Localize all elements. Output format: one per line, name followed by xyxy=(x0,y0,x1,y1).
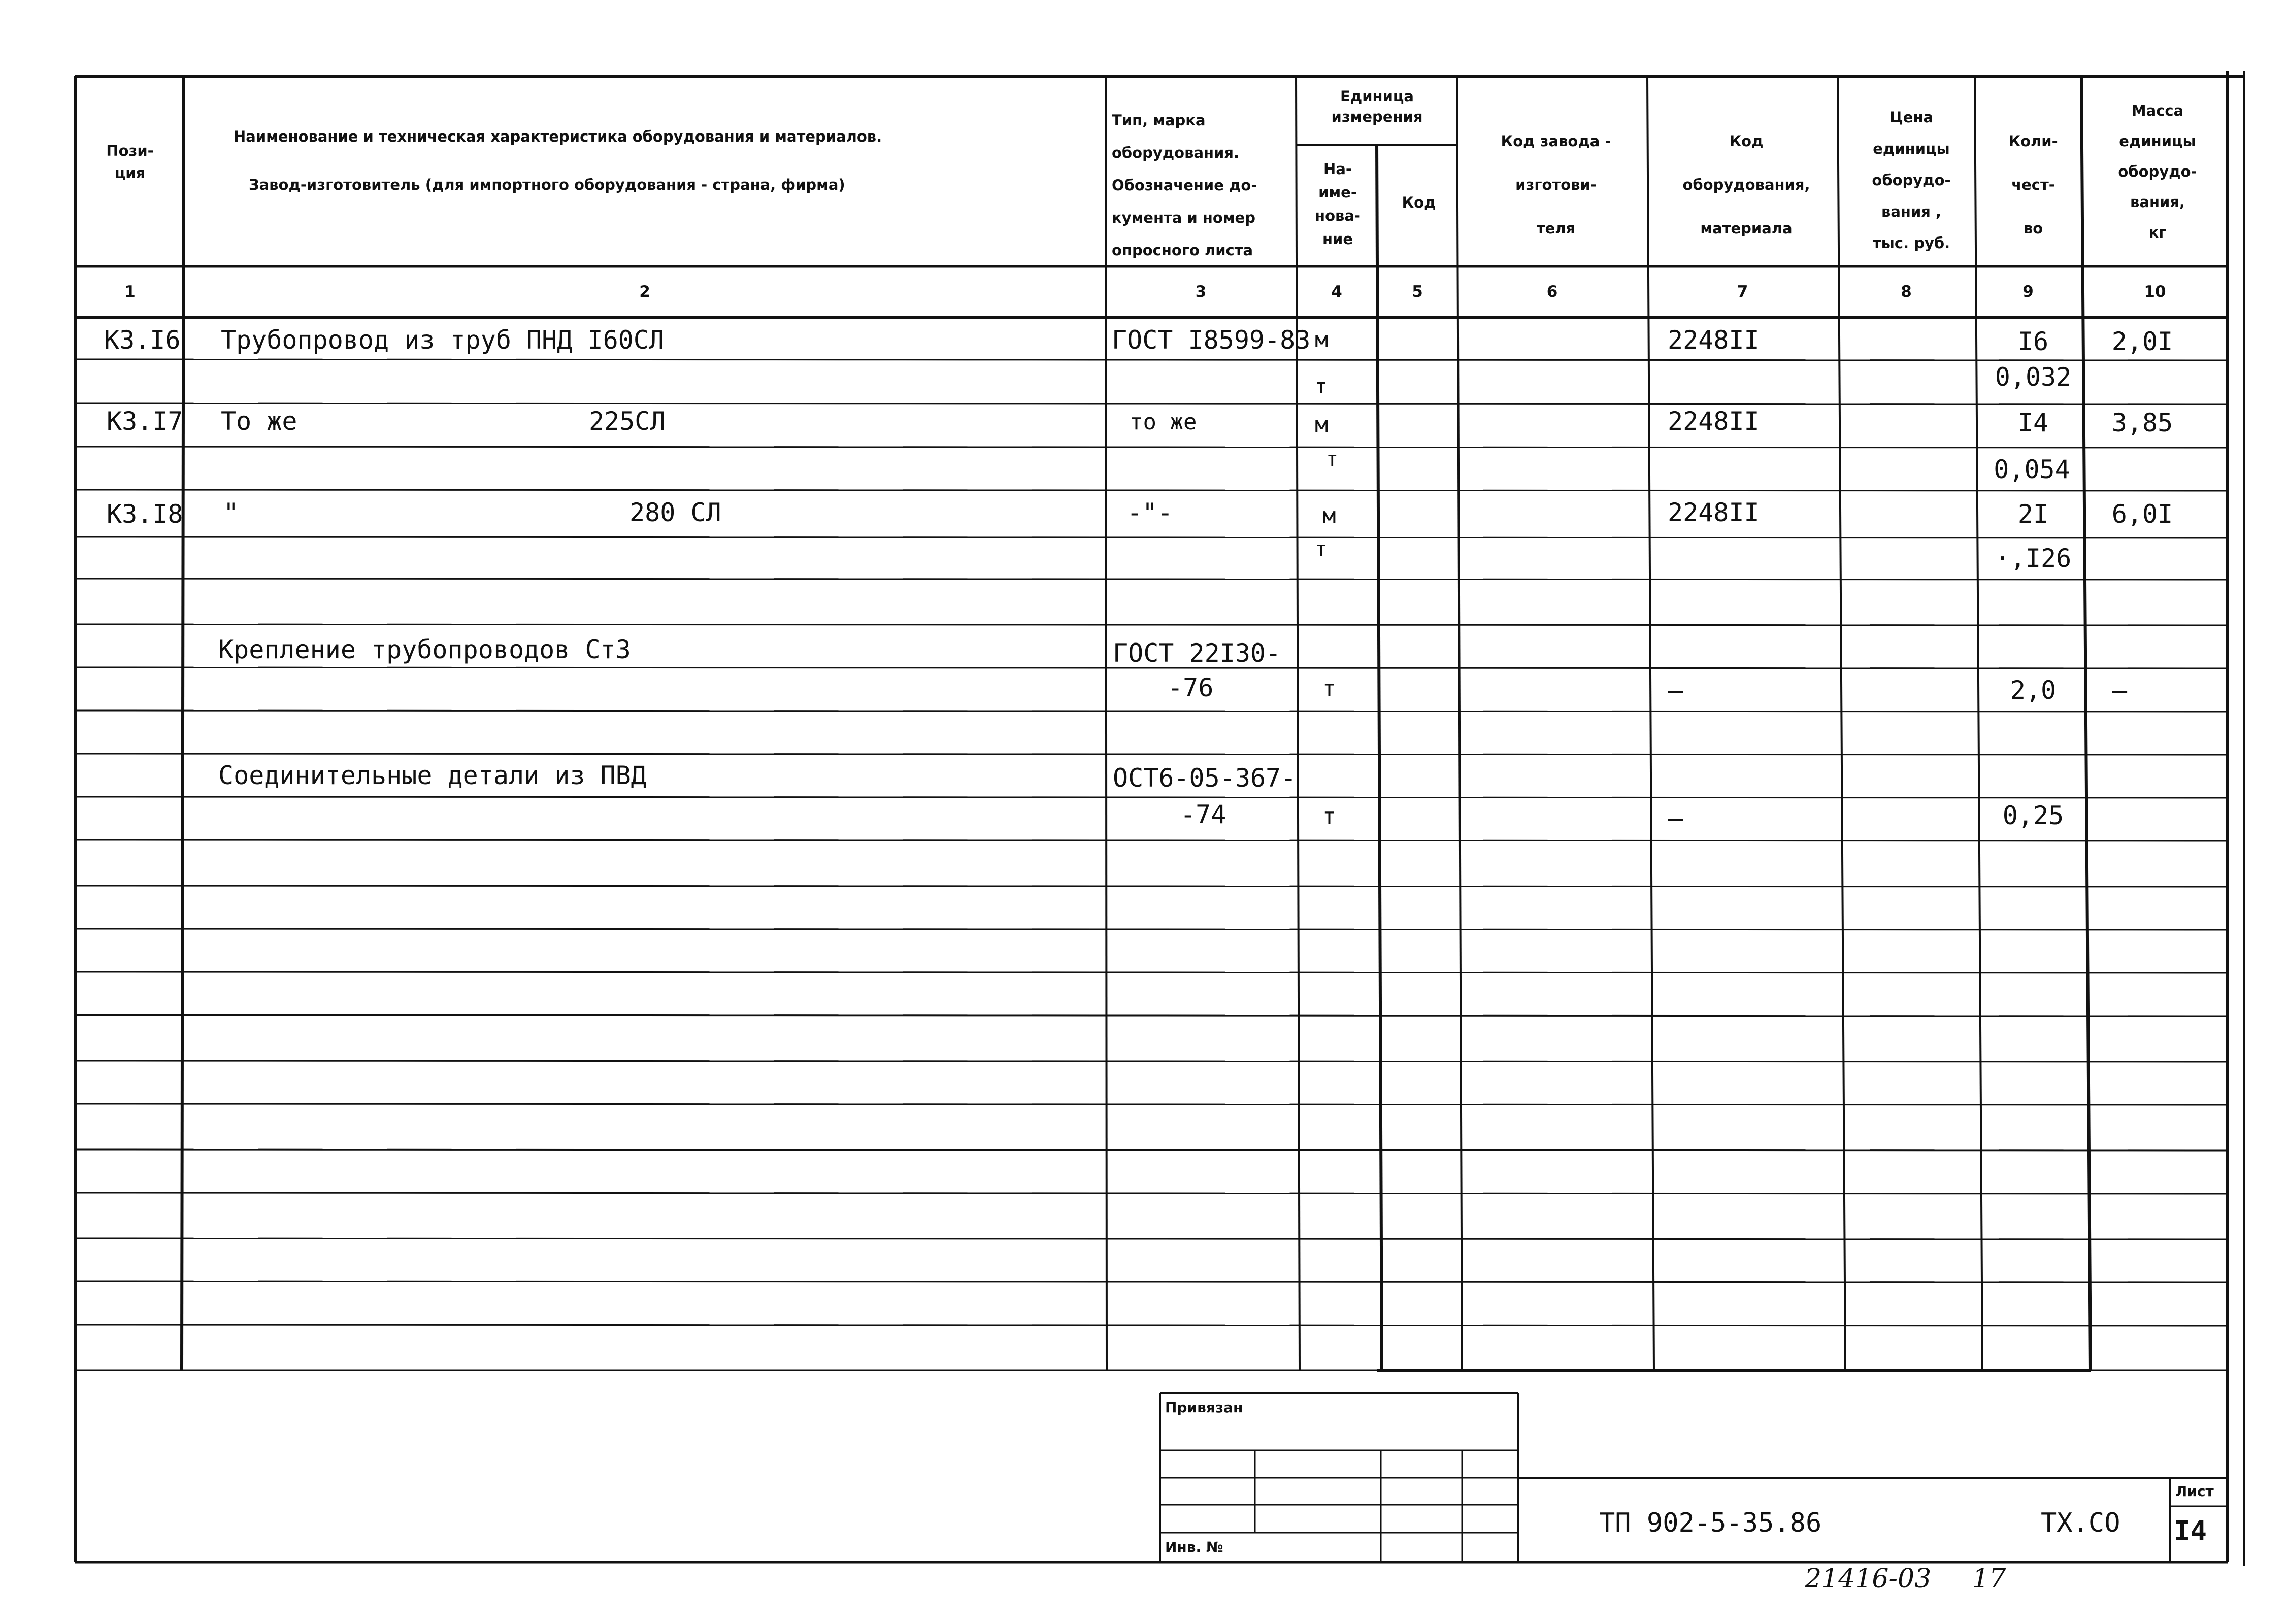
header-col10 xyxy=(2086,95,2229,248)
row-divider-line xyxy=(75,1238,2228,1239)
header-col4-line2: име- xyxy=(1318,184,1357,201)
header-col10-line3: оборудо- xyxy=(2118,163,2197,180)
header-col6-line1: Код завода - xyxy=(1501,132,1611,150)
row-divider-line xyxy=(75,710,2228,712)
header-col8-line4: вания , xyxy=(1881,203,1941,220)
header-col4-line1: На- xyxy=(1323,160,1352,178)
row-2-doc: то же xyxy=(1130,409,1197,435)
row-7-qty: 2,0 xyxy=(2010,675,2057,705)
row-2-mass: 3,85 xyxy=(2111,408,2173,437)
header-col6-line3: теля xyxy=(1536,220,1576,237)
row-divider-line xyxy=(75,537,2228,538)
row-9-unit: т xyxy=(1322,803,1336,829)
header-col2-line1: Наименование и техническая характеристика оборудования и материалов. xyxy=(234,128,882,145)
row-7-doc: -76 xyxy=(1168,673,1214,702)
col-number-9: 9 xyxy=(2022,283,2034,301)
header-col10-line5: кг xyxy=(2148,224,2167,241)
row-9-code7: – xyxy=(1668,803,1683,833)
header-col8-line1: Цена xyxy=(1889,109,1934,126)
stamp-list-label: Лист xyxy=(2175,1483,2214,1500)
row-divider-line xyxy=(75,490,2228,491)
row-6-doc: ГОСТ 22I30- xyxy=(1113,638,1281,668)
header-col3-line5: опросного листа xyxy=(1112,242,1253,259)
row-divider-line xyxy=(75,1149,2228,1151)
row-divider-line xyxy=(75,1061,2228,1062)
row-7-mass: – xyxy=(2112,675,2128,705)
row-divider-line xyxy=(75,929,2228,930)
header-col1-line2: ция xyxy=(114,164,146,182)
row-4-qty: 2I xyxy=(2017,499,2049,529)
col-number-8: 8 xyxy=(1901,283,1912,301)
header-col7-line3: материала xyxy=(1700,220,1793,237)
header-unit-group xyxy=(1297,86,1457,127)
row-divider-line xyxy=(75,1015,2228,1016)
header-col9-line3: во xyxy=(2023,220,2043,237)
row-divider-line xyxy=(75,403,2228,404)
header-col1 xyxy=(76,140,184,184)
row-6-name: Крепление трубопроводов Ст3 xyxy=(218,635,631,664)
row-divider-line xyxy=(75,797,2228,798)
col-number-5: 5 xyxy=(1412,283,1423,301)
header-col7 xyxy=(1652,119,1840,250)
row-2-position: КЗ.I7 xyxy=(107,407,183,436)
header-col8 xyxy=(1843,101,1980,259)
row-3-qty: 0,054 xyxy=(1994,455,2070,484)
row-4-position: КЗ.I8 xyxy=(107,499,183,529)
header-col10-line4: вания, xyxy=(2130,193,2185,211)
row-divider-line xyxy=(75,1193,2228,1194)
row-divider-line xyxy=(75,972,2228,973)
row-9-qty: 0,25 xyxy=(2002,801,2064,830)
row-5-unit: т xyxy=(1315,537,1328,561)
stamp-section: ТХ.СО xyxy=(2041,1508,2120,1538)
row-8-name: Соединительные детали из ПВД xyxy=(218,761,646,790)
header-col8-line2: единицы xyxy=(1873,140,1950,157)
row-divider-line xyxy=(75,1325,2228,1326)
row-2-code7: 2248II xyxy=(1668,407,1760,436)
row-divider-line xyxy=(75,1281,2228,1282)
col-number-3: 3 xyxy=(1195,283,1207,301)
row-4-doc: -"- xyxy=(1127,498,1173,527)
row-4-name: " xyxy=(223,498,239,527)
header-col2-line2: Завод-изготовитель (для импортного оборудования - страна, фирма) xyxy=(249,176,845,193)
row-divider-line xyxy=(75,579,2228,580)
col-number-2: 2 xyxy=(639,283,650,301)
col-number-4: 4 xyxy=(1331,283,1342,301)
row-2-name: То же xyxy=(221,407,297,436)
header-col3 xyxy=(1112,104,1257,266)
header-col4-line3: нова- xyxy=(1315,207,1361,224)
row-divider-line xyxy=(75,447,2228,448)
row-0-position: КЗ.I6 xyxy=(104,325,181,355)
row-1-unit: т xyxy=(1315,375,1328,398)
stamp-list-number: I4 xyxy=(2174,1515,2207,1547)
header-col10-line2: единицы xyxy=(2119,132,2196,150)
header-col5: Код xyxy=(1402,194,1436,211)
col-number-7: 7 xyxy=(1737,283,1748,301)
header-col1-line1: Пози- xyxy=(106,142,154,159)
row-divider-line xyxy=(75,624,2228,625)
col-number-10: 10 xyxy=(2144,283,2166,301)
header-col8-line3: оборудо- xyxy=(1872,172,1951,189)
row-4-name-size: 280 СЛ xyxy=(629,498,721,527)
header-col7-line1: Код xyxy=(1729,132,1764,150)
stamp-inv-number: Инв. № xyxy=(1165,1539,1223,1555)
header-col3-line2: оборудования. xyxy=(1112,144,1240,161)
header-col6 xyxy=(1462,119,1650,250)
header-col4 xyxy=(1297,157,1378,251)
row-5-qty: ·,I26 xyxy=(1995,544,2072,573)
row-7-code7: – xyxy=(1668,675,1683,705)
row-divider-line xyxy=(75,840,2228,841)
stamp-privyazan: Привязан xyxy=(1165,1399,1243,1416)
row-0-unit: м xyxy=(1315,327,1329,353)
row-divider-line xyxy=(75,359,2228,360)
header-col4-line4: ние xyxy=(1322,230,1353,248)
row-divider-line xyxy=(75,1104,2228,1105)
handwritten-page: 17 xyxy=(1972,1564,2006,1594)
header-col9 xyxy=(1980,119,2086,250)
row-7-unit: т xyxy=(1322,675,1336,701)
row-0-qty: I6 xyxy=(2017,327,2049,356)
row-0-mass: 2,0I xyxy=(2111,327,2173,356)
row-9-doc: -74 xyxy=(1180,800,1226,829)
row-8-doc: ОСТ6-05-367- xyxy=(1113,763,1297,793)
row-0-name: Трубопровод из труб ПНД I60СЛ xyxy=(221,325,664,355)
row-4-unit: м xyxy=(1322,503,1336,529)
row-2-unit: м xyxy=(1315,412,1329,437)
header-col3-line3: Обозначение до- xyxy=(1112,177,1257,194)
header-col10-line1: Масса xyxy=(2131,102,2184,119)
header-unit-line2: измерения xyxy=(1331,108,1423,125)
header-col3-line4: кумента и номер xyxy=(1112,209,1255,226)
handwritten-number: 21416-03 xyxy=(1805,1564,1932,1594)
row-0-code7: 2248II xyxy=(1668,325,1760,355)
stamp-doc-code: ТП 902-5-35.86 xyxy=(1599,1508,1822,1538)
row-divider-line xyxy=(75,886,2228,887)
row-3-unit: т xyxy=(1326,448,1339,471)
header-col9-line1: Коли- xyxy=(2008,132,2058,150)
row-1-qty: 0,032 xyxy=(1995,362,2072,392)
col-number-6: 6 xyxy=(1546,283,1558,301)
header-col8-line5: тыс. руб. xyxy=(1872,234,1950,252)
row-2-name-size: 225СЛ xyxy=(589,407,666,436)
header-col3-line1: Тип, марка xyxy=(1112,112,1206,129)
header-unit-line1: Единица xyxy=(1340,88,1414,105)
row-0-doc: ГОСТ I8599-83 xyxy=(1112,325,1311,355)
header-col7-line2: оборудования, xyxy=(1682,176,1810,193)
row-divider-line xyxy=(75,754,2228,755)
header-col9-line2: чест- xyxy=(2011,176,2055,193)
row-4-mass: 6,0I xyxy=(2111,499,2173,529)
col-number-1: 1 xyxy=(124,283,136,301)
header-col6-line2: изготови- xyxy=(1515,176,1597,193)
row-2-qty: I4 xyxy=(2017,408,2049,437)
row-4-code7: 2248II xyxy=(1668,498,1760,527)
